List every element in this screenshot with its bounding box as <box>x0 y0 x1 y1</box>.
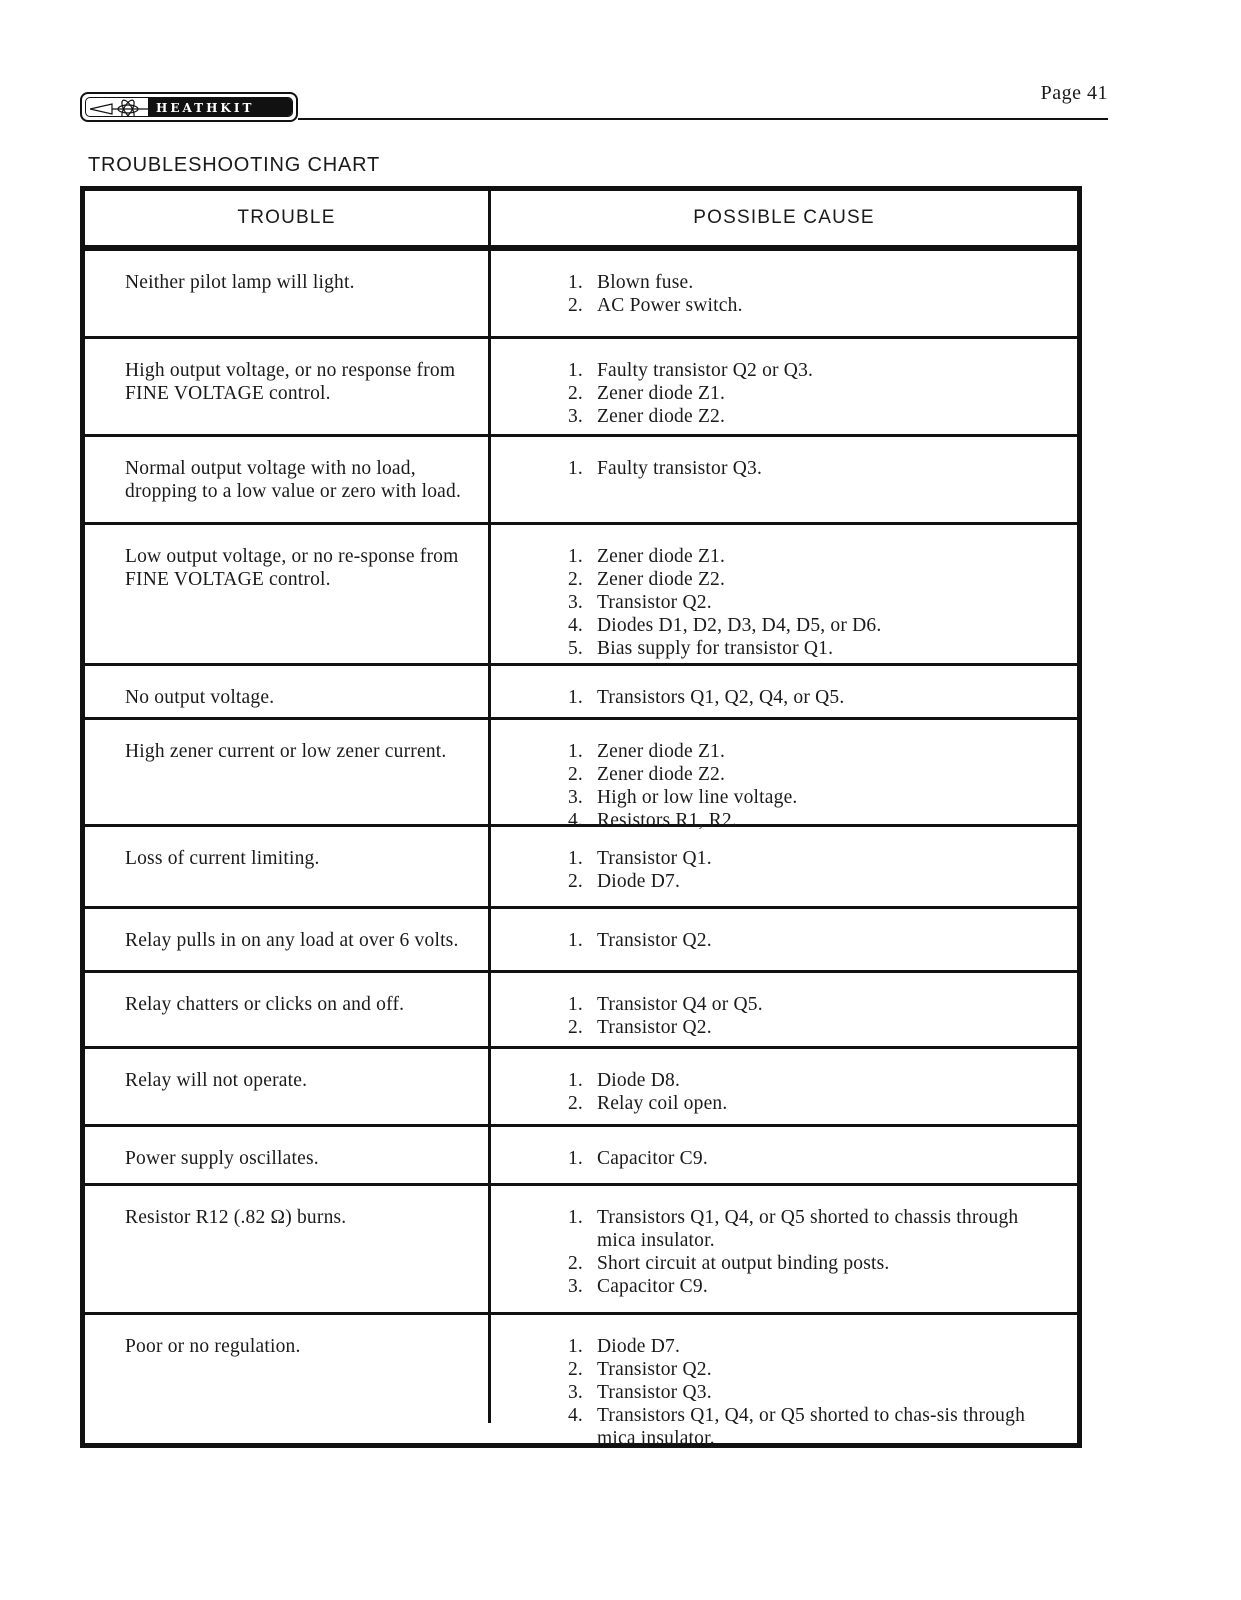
header-rule <box>298 118 1108 120</box>
table-header-row <box>85 191 1077 251</box>
cause-number: 1. <box>567 930 583 951</box>
troubleshooting-chart <box>80 186 1082 1448</box>
page-header <box>80 80 1108 126</box>
atom-logo-icon <box>90 99 152 117</box>
trouble-text: Loss of current limiting. <box>125 848 320 869</box>
cause-number: 1. <box>567 360 583 381</box>
cause-number: 1. <box>567 272 583 293</box>
possible-cause-list <box>553 457 1057 480</box>
cause-text: Capacitor C9. <box>597 1148 708 1169</box>
cause-number: 1. <box>567 1207 583 1228</box>
cause-number: 1. <box>567 1070 583 1091</box>
possible-cause-item <box>553 271 1057 294</box>
cause-text: Transistor Q2. <box>597 592 712 613</box>
possible-cause-item <box>553 1016 1057 1039</box>
possible-cause-item <box>553 1358 1057 1381</box>
table-row <box>85 251 1077 339</box>
section-title: TROUBLESHOOTING CHART <box>88 154 381 176</box>
cause-number: 2. <box>567 295 583 316</box>
trouble-text: Relay pulls in on any load at over 6 volts. <box>125 930 459 951</box>
possible-cause-item <box>553 1381 1057 1404</box>
cause-number: 2. <box>567 383 583 404</box>
cause-number: 1. <box>567 687 583 708</box>
cause-text: Zener diode Z2. <box>597 406 726 427</box>
trouble-text: No output voltage. <box>125 687 275 708</box>
possible-cause-item <box>553 1147 1057 1170</box>
cause-text: High or low line voltage. <box>597 787 798 808</box>
cause-number: 2. <box>567 1359 583 1380</box>
cause-text: Transistor Q2. <box>597 930 712 951</box>
cause-text: Transistor Q2. <box>597 1017 712 1038</box>
cause-number: 1. <box>567 994 583 1015</box>
possible-cause-item <box>553 1335 1057 1358</box>
cause-number: 2. <box>567 1093 583 1114</box>
possible-cause-list <box>553 847 1057 893</box>
cause-number: 3. <box>567 1382 583 1403</box>
cause-number: 4. <box>567 615 583 636</box>
cause-text: Zener diode Z1. <box>597 741 726 762</box>
cause-number: 1. <box>567 1336 583 1357</box>
possible-cause-item <box>553 1404 1057 1450</box>
trouble-text: Low output voltage, or no re-sponse from FINE VOLTAGE control. <box>125 546 459 590</box>
cause-number: 2. <box>567 764 583 785</box>
trouble-text: High zener current or low zener current. <box>125 741 447 762</box>
cause-text: Diode D7. <box>597 1336 681 1357</box>
cause-number: 3. <box>567 787 583 808</box>
possible-cause-item <box>553 359 1057 382</box>
possible-cause-item <box>553 545 1057 568</box>
possible-cause-list <box>553 1147 1057 1170</box>
possible-cause-item <box>553 763 1057 786</box>
possible-cause-item <box>553 686 1057 709</box>
possible-cause-list <box>553 740 1057 832</box>
cause-text: Transistor Q3. <box>597 1382 712 1403</box>
possible-cause-item <box>553 993 1057 1016</box>
cause-number: 4. <box>567 1405 583 1426</box>
possible-cause-list <box>553 993 1057 1039</box>
cause-text: Zener diode Z1. <box>597 383 726 404</box>
possible-cause-item <box>553 740 1057 763</box>
table-row <box>85 909 1077 973</box>
cause-text: Transistors Q1, Q4, or Q5 shorted to chassis through mica insulator. <box>597 1207 1019 1251</box>
possible-cause-list <box>553 545 1057 660</box>
possible-cause-item <box>553 405 1057 428</box>
trouble-text: Relay chatters or clicks on and off. <box>125 994 405 1015</box>
cause-number: 4. <box>567 810 583 831</box>
possible-cause-item <box>553 929 1057 952</box>
cause-number: 2. <box>567 569 583 590</box>
possible-cause-list <box>553 686 1057 709</box>
cause-text: Diode D8. <box>597 1070 681 1091</box>
table-row <box>85 1315 1077 1449</box>
possible-cause-item <box>553 591 1057 614</box>
cause-text: Transistor Q1. <box>597 848 712 869</box>
possible-cause-list <box>553 929 1057 952</box>
heathkit-logo <box>80 92 298 122</box>
possible-cause-item <box>553 1092 1057 1115</box>
table-row <box>85 437 1077 525</box>
table-row <box>85 666 1077 720</box>
possible-cause-item <box>553 568 1057 591</box>
possible-cause-item <box>553 294 1057 317</box>
cause-number: 5. <box>567 638 583 659</box>
possible-cause-item <box>553 637 1057 660</box>
trouble-text: Power supply oscillates. <box>125 1148 319 1169</box>
table-row <box>85 973 1077 1049</box>
cause-text: Zener diode Z2. <box>597 764 726 785</box>
table-row <box>85 339 1077 437</box>
cause-text: Transistors Q1, Q2, Q4, or Q5. <box>597 687 845 708</box>
cause-number: 3. <box>567 592 583 613</box>
cause-text: Transistor Q4 or Q5. <box>597 994 763 1015</box>
possible-cause-list <box>553 271 1057 317</box>
column-header-trouble: TROUBLE <box>237 207 336 228</box>
cause-text: Bias supply for transistor Q1. <box>597 638 834 659</box>
cause-text: AC Power switch. <box>597 295 743 316</box>
table-row <box>85 1049 1077 1127</box>
cause-number: 2. <box>567 1017 583 1038</box>
cause-text: Relay coil open. <box>597 1093 728 1114</box>
cause-text: Faulty transistor Q3. <box>597 458 763 479</box>
cause-text: Short circuit at output binding posts. <box>597 1253 890 1274</box>
possible-cause-item <box>553 1069 1057 1092</box>
page-number: Page 41 <box>1040 82 1108 104</box>
possible-cause-item <box>553 1275 1057 1298</box>
possible-cause-item <box>553 786 1057 809</box>
possible-cause-list <box>553 1069 1057 1115</box>
possible-cause-list <box>553 1335 1057 1450</box>
cause-text: Blown fuse. <box>597 272 694 293</box>
cause-text: Faulty transistor Q2 or Q3. <box>597 360 814 381</box>
table-row <box>85 720 1077 831</box>
possible-cause-item <box>553 457 1057 480</box>
possible-cause-item <box>553 1206 1057 1252</box>
column-header-possible-cause: POSSIBLE CAUSE <box>693 207 875 228</box>
cause-text: Diode D7. <box>597 871 681 892</box>
cause-number: 1. <box>567 1148 583 1169</box>
table-row <box>85 1186 1077 1315</box>
possible-cause-list <box>553 1206 1057 1298</box>
cause-number: 2. <box>567 1253 583 1274</box>
trouble-text: High output voltage, or no response from FINE VOLTAGE control. <box>125 360 456 404</box>
trouble-text: Resistor R12 (.82 Ω) burns. <box>125 1207 347 1228</box>
cause-text: Transistor Q2. <box>597 1359 712 1380</box>
possible-cause-item <box>553 847 1057 870</box>
cause-text: Diodes D1, D2, D3, D4, D5, or D6. <box>597 615 882 636</box>
cause-number: 1. <box>567 741 583 762</box>
trouble-text: Poor or no regulation. <box>125 1336 301 1357</box>
possible-cause-list <box>553 359 1057 428</box>
trouble-text: Neither pilot lamp will light. <box>125 272 355 293</box>
cause-text: Resistors R1, R2. <box>597 810 737 831</box>
table-row <box>85 1127 1077 1186</box>
cause-text: Zener diode Z1. <box>597 546 726 567</box>
possible-cause-item <box>553 1252 1057 1275</box>
possible-cause-item <box>553 614 1057 637</box>
cause-number: 2. <box>567 871 583 892</box>
logo-brand-text: HEATHKIT <box>148 98 292 116</box>
cause-text: Capacitor C9. <box>597 1276 708 1297</box>
possible-cause-item <box>553 382 1057 405</box>
cause-text: Zener diode Z2. <box>597 569 726 590</box>
table-row <box>85 525 1077 666</box>
trouble-text: Relay will not operate. <box>125 1070 308 1091</box>
table-row <box>85 827 1077 909</box>
cause-number: 3. <box>567 406 583 427</box>
cause-number: 1. <box>567 848 583 869</box>
cause-number: 1. <box>567 458 583 479</box>
trouble-text: Normal output voltage with no load, dropping to a low value or zero with load. <box>125 458 462 502</box>
cause-number: 1. <box>567 546 583 567</box>
cause-text: Transistors Q1, Q4, or Q5 shorted to chas-sis through mica insulator. <box>597 1405 1026 1449</box>
possible-cause-item <box>553 870 1057 893</box>
cause-number: 3. <box>567 1276 583 1297</box>
